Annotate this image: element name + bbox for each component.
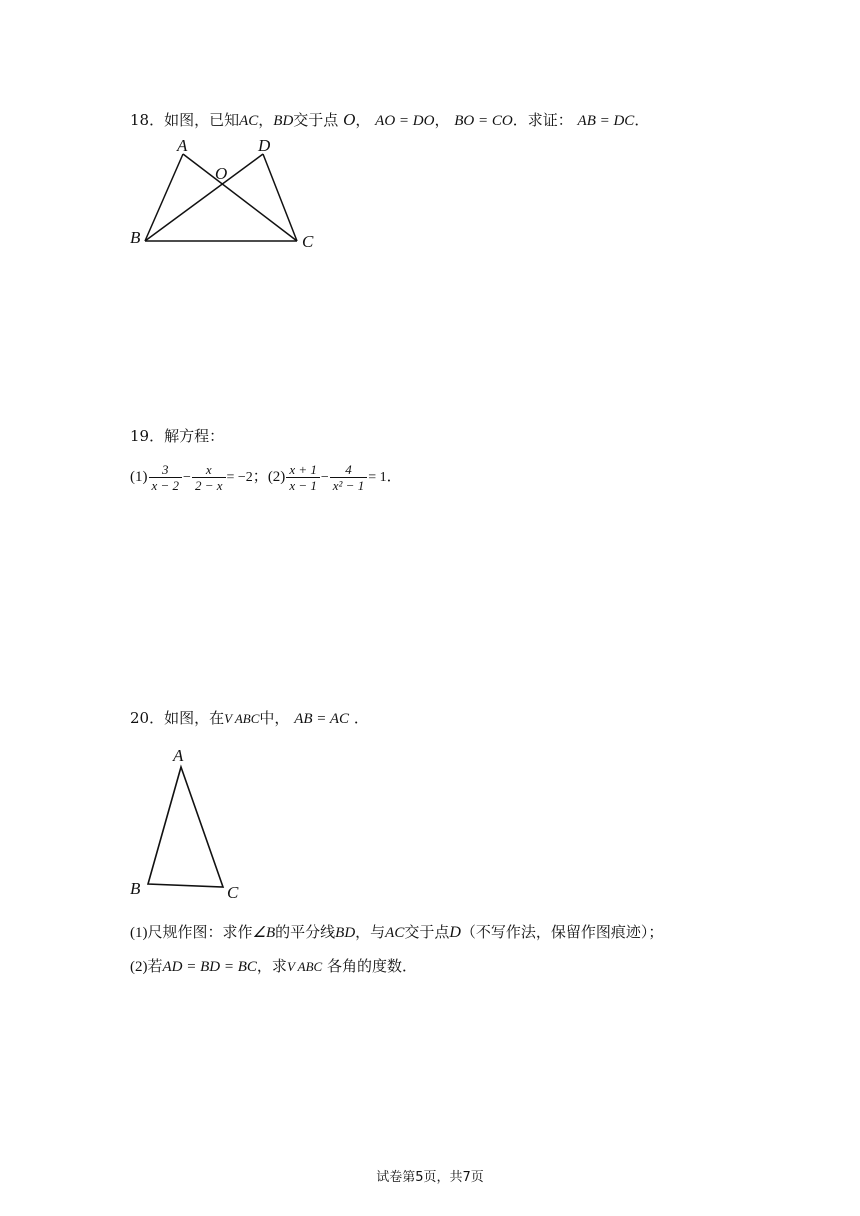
q19-p1-fraction-1: $\frac{3}{x - 2}$: [149, 462, 183, 493]
q18-figure: [125, 135, 335, 255]
label-o: O: [215, 164, 228, 183]
label-c: C: [227, 883, 239, 902]
q20-part-2: (2)若AD = BD = BC，求V ABC 各角的度数．: [130, 957, 418, 975]
q19-p2-fraction-2: $\frac{4}{\text{x² − 1}}$: [330, 462, 367, 493]
label-b: B: [130, 879, 141, 898]
segment-bd: [145, 154, 263, 241]
q19-p2-fraction-1: $\frac{x + 1}{x - 1}$: [286, 462, 320, 493]
q20-number: 20．: [130, 709, 165, 727]
triangle-abc: [148, 767, 223, 887]
label-d: D: [258, 136, 271, 155]
q19-title: 19．解方程：: [130, 427, 225, 445]
q18-number: 18．: [130, 111, 165, 129]
q19-p1-fraction-2: $\frac{x}{2 - x}$: [192, 462, 226, 493]
q20-part-1: (1)尺规作图：求作∠B的平分线BD，与AC交于点D（不写作法，保留作图痕迹）；: [130, 923, 664, 941]
label-a: A: [173, 746, 184, 765]
q19-equations: (1) $\frac{3}{x - 2}$ − $\frac{x}{2 - x}$ = −2；(2) $\frac{x + 1}{x - 1}$ − $\frac{4}{\text{x² − 1}}$ = 1．: [130, 461, 402, 493]
q20-figure: [125, 742, 255, 907]
q20-statement: 20．如图，在V ABC中， AB = AC ．: [130, 709, 369, 727]
page-footer: 试卷第5页，共7页: [376, 1170, 484, 1185]
label-b: B: [130, 228, 141, 247]
segment-ab: [145, 154, 183, 241]
q18-statement: 18．如图，已知AC，BD交于点 O， AO = DO， BO = CO．求证： AB = DC．: [130, 110, 650, 129]
label-c: C: [302, 232, 314, 251]
q19-number: 19．: [130, 427, 165, 445]
label-a: A: [177, 136, 188, 155]
